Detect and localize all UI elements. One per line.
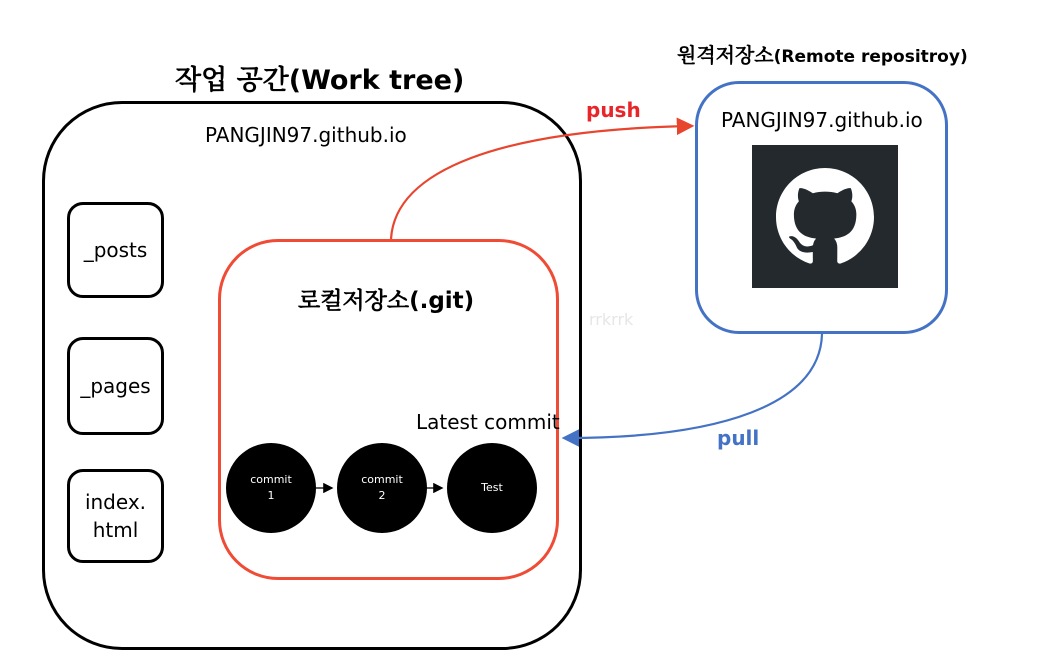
remote-repo-title — [677, 39, 968, 68]
github-logo — [752, 145, 898, 288]
work-tree-title: 작업 공간(Work tree) — [175, 65, 465, 96]
local-repo-title: 로컬저장소(.git) — [298, 288, 475, 314]
file-pages[interactable]: _pages — [67, 337, 164, 435]
work-tree-repo-name: PANGJIN97.github.io — [205, 123, 407, 147]
remote-repo-name: PANGJIN97.github.io — [721, 108, 923, 132]
remote-title-korean: 원격저장소 — [677, 43, 774, 67]
push-label: push — [586, 98, 641, 122]
commit-node-2[interactable]: commit 2 — [337, 443, 427, 533]
pull-arrow — [566, 334, 822, 438]
commit-node-1[interactable]: commit 1 — [226, 443, 316, 533]
remote-title-english: (Remote repositroy) — [773, 47, 968, 67]
file-posts[interactable]: _posts — [67, 202, 164, 298]
pull-label: pull — [717, 426, 760, 450]
watermark-text: rrkrrk — [589, 310, 634, 329]
file-index-html[interactable]: index. html — [67, 469, 164, 563]
commit-node-test[interactable]: Test — [447, 443, 537, 533]
github-icon — [776, 168, 874, 266]
latest-commit-label: Latest commit — [416, 410, 560, 434]
